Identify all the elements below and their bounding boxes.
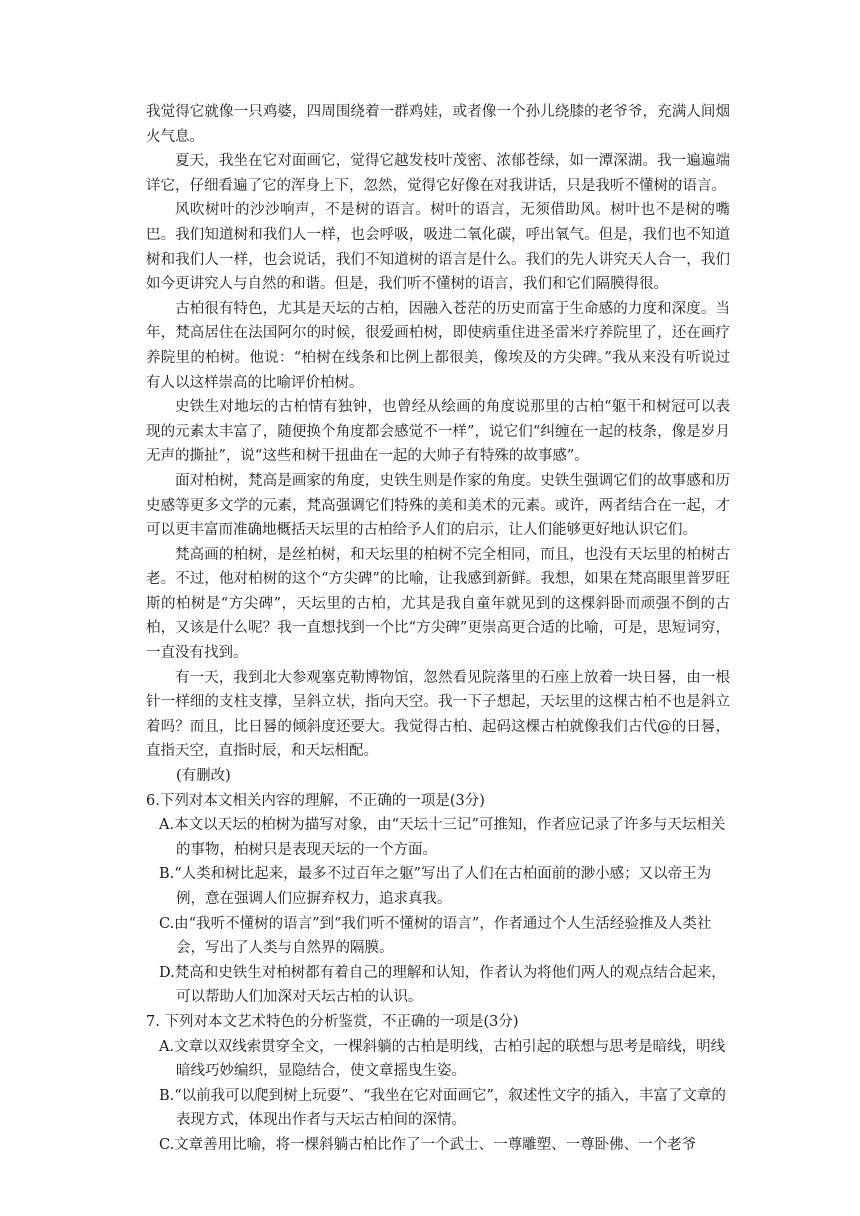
question-7	[146, 1010, 730, 1158]
option-b: B.“以前我可以爬到树上玩耍”、“我坐在它对面画它”，叙述性文字的插入，丰富了文章的表现方式，体现出作者与天坛古柏间的深情。	[159, 1087, 726, 1129]
paragraph: 夏天，我坐在它对面画它，觉得它越发枝叶茂密、浓郁苍绿，如一潭深湖。我一遍遍端详它，仔细看遍了它的浑身上下，忽然，觉得它好像在对我讲话，只是我听不懂树的语言。	[146, 153, 730, 194]
option-a: A.本文以天坛的柏树为描写对象，由“天坛十三记”可推知，作者应记录了许多与天坛相关的事物，柏树只是表现天坛的一个方面。	[159, 817, 726, 858]
paragraph: 我觉得它就像一只鸡婆，四周围绕着一群鸡娃，或者像一个孙儿绕膝的老爷爷，充满人间烟火气息。	[146, 104, 730, 145]
paragraph: 梵高画的柏树，是丝柏树，和天坛里的柏树不完全相同，而且，也没有天坛里的柏树古老。不过，他对柏树的这个“方尖碑”的比喻，让我感到新鲜。我想，如果在梵高眼里普罗旺斯的柏树是“方尖碑”，天坛里的古柏，尤其是我自童年就见到的这棵斜卧而顽强不倒的古柏，又该是什么呢？我一直想找到一个比“方尖碑”更崇高更合适的比喻，可是，思短词穷，一直没有找到。	[146, 546, 730, 662]
paragraph: 古柏很有特色，尤其是天坛的古柏，因融入苍茫的历史而富于生命感的力度和深度。当年，梵高居住在法国阿尔的时候，很爱画柏树，即使病重住进圣雷米疗养院里了，还在画疗养院里的柏树。他说：“柏树在线条和比例上都很美，像埃及的方尖碑。”我从来没有听说过有人以这样崇高的比喻评价柏树。	[146, 300, 730, 391]
option-c: C.由“我听不懂树的语言”到“我们听不懂树的语言”，作者通过个人生活经验推及人类社会，写出了人类与自然界的隔膜。	[159, 915, 712, 957]
question-stem: 7. 下列对本文艺术特色的分析鉴赏，不正确的一项是(3分)	[146, 1013, 519, 1030]
paragraph: 有一天，我到北大参观塞克勒博物馆，忽然看见院落里的石座上放着一块日晷，由一根针一样细的支柱支撑，呈斜立状，指向天空。我一下子想起，天坛里的这棵古柏不也是斜立着吗？而且，比日晷的倾斜度还要大。我觉得古柏、起码这棵古柏就像我们古代@的日晷，直指天空，直指时辰，和天坛相配。	[146, 669, 730, 760]
option-a: A.文章以双线索贯穿全文，一棵斜躺的古柏是明线，古柏引起的联想与思考是暗线，明线暗线巧妙编织，显隐结合，使文章摇曳生姿。	[159, 1038, 726, 1080]
option-d: D.梵高和史铁生对柏树都有着自己的理解和认知，作者认为将他们两人的观点结合起来，可以帮助人们加深对天坛古柏的认识。	[159, 964, 726, 1006]
document-page	[146, 100, 730, 1158]
edit-note: (有删改)	[176, 768, 231, 785]
paragraph: 史铁生对地坛的古柏情有独钟，也曾经从绘画的角度说那里的古柏“躯干和树冠可以表现的元素太丰富了，随便换个角度都会感觉不一样”，说它们“纠缠在一起的枝条，像是岁月无声的撕扯”，说“这些和树干扭曲在一起的大帅子有特殊的故事感”。	[146, 399, 730, 465]
paragraph: 风吹树叶的沙沙响声，不是树的语言。树叶的语言，无须借助风。树叶也不是树的嘴巴。我们知道树和我们人一样，也会呼吸，吸进二氧化碳，呼出氧气。但是，我们也不知道树和我们人一样，也会说话，我们不知道树的语言是什么。我们的先人讲究天人合一，我们如今更讲究人与自然的和谐。但是，我们听不懂树的语言，我们和它们隔膜得很。	[146, 202, 730, 293]
question-stem: 6.下列对本文相关内容的理解，不正确的一项是(3分)	[146, 792, 485, 809]
option-b: B.“人类和树比起来，最多不过百年之躯”写出了人们在古柏面前的渺小感；又以帝王为例，意在强调人们应摒弃权力，追求真我。	[159, 866, 712, 907]
paragraph: 面对柏树，梵高是画家的角度，史铁生则是作家的角度。史铁生强调它们的故事感和历史感等更多文学的元素，梵高强调它们特殊的美和美术的元素。或许，两者结合在一起，才可以更丰富而准确地概括天坛里的古柏给予人们的启示，让人们能够更好地认识它们。	[146, 472, 730, 539]
question-6	[146, 789, 730, 1010]
option-c: C.文章善用比喻，将一棵斜躺古柏比作了一个武士、一尊雕塑、一尊卧佛、一个老爷	[159, 1136, 697, 1153]
